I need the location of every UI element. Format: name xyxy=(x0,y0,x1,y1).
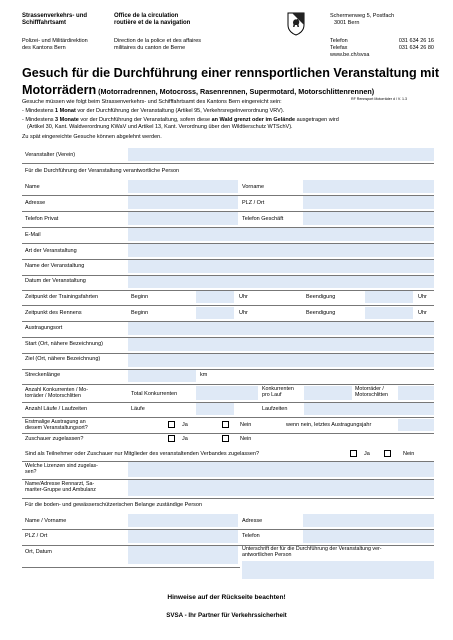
event-name-input[interactable] xyxy=(128,260,434,273)
competitors-per-run-input[interactable] xyxy=(304,386,352,400)
label-place-date: Ort, Datum xyxy=(25,549,52,555)
label-training-end: Beendigung xyxy=(306,294,336,300)
label-members-only: Sind als Teilnehmer oder Zuschauer nur Mitglieder des veranstaltenden Verbandes zugelassen? xyxy=(25,451,260,457)
label-organizer: Veranstalter (Verein) xyxy=(25,152,76,158)
members-only-yes-checkbox[interactable] xyxy=(350,450,357,457)
label-email: E-Mail xyxy=(25,232,41,238)
rescue-input[interactable] xyxy=(128,480,434,496)
footer-tagline: SVSA - Ihr Partner für Verkehrssicherheit xyxy=(166,612,287,619)
label-race-begin: Beginn xyxy=(131,310,149,316)
label-name: Name xyxy=(25,184,40,190)
track-length-input[interactable] xyxy=(128,370,196,382)
label-venue: Austragungsort xyxy=(25,325,63,331)
env-plz-input[interactable] xyxy=(128,530,238,543)
late-notice: Zu spät eingereichte Gesuche können abgelehnt werden. xyxy=(22,134,162,140)
label-training-end-time: Uhr xyxy=(418,294,427,300)
label-race-period: Zeitpunkt des Rennens xyxy=(25,310,82,316)
label-plz: PLZ / Ort xyxy=(242,200,265,206)
label-run-times: Laufzeiten xyxy=(262,406,288,412)
organizer-input[interactable] xyxy=(128,148,434,161)
finish-input[interactable] xyxy=(128,354,434,367)
first-time-no-checkbox[interactable] xyxy=(222,421,229,428)
event-date-input[interactable] xyxy=(128,276,434,288)
env-phone-input[interactable] xyxy=(303,530,434,543)
label-race-begin-time: Uhr xyxy=(239,310,248,316)
label-training-begin-time: Uhr xyxy=(239,294,248,300)
env-name-input[interactable] xyxy=(128,514,238,527)
spectators-no-checkbox[interactable] xyxy=(222,435,229,442)
label-bikes: Motorräder / Motorschlitten xyxy=(355,386,388,399)
label-event-date: Datum der Veranstaltung xyxy=(25,278,86,284)
label-event-type: Art der Veranstaltung xyxy=(25,248,77,254)
directorate-de: Polizei- und Militärdirektion des Kantons Bern xyxy=(22,38,88,51)
event-type-input[interactable] xyxy=(128,244,434,257)
label-competitors: Anzahl Konkurrenten / Mo- torräder / Motorschlitten xyxy=(25,387,89,400)
venue-input[interactable] xyxy=(128,322,434,335)
office-address: Schermenweg 5, Postfach 3001 Bern xyxy=(330,13,395,26)
directorate-fr: Direction de la police et des affaires militaires du canton de Berne xyxy=(114,38,202,51)
place-date-input[interactable] xyxy=(128,546,238,564)
label-spectators-yes: Ja xyxy=(182,436,188,442)
spectators-yes-checkbox[interactable] xyxy=(168,435,175,442)
label-finish: Ziel (Ort, nähere Bezeichnung) xyxy=(25,356,101,362)
label-members-only-yes: Ja xyxy=(364,451,370,457)
label-phone-business: Telefon Geschäft xyxy=(242,216,284,222)
label-race-end: Beendigung xyxy=(306,310,336,316)
run-times-input[interactable] xyxy=(304,403,434,415)
race-end-input[interactable] xyxy=(365,307,413,319)
website-link[interactable]: www.be.ch/svsa xyxy=(330,52,370,58)
label-training-begin: Beginn xyxy=(131,294,149,300)
bern-coat-of-arms-icon xyxy=(287,12,305,36)
members-only-no-checkbox[interactable] xyxy=(384,450,391,457)
contact-block: Telefon 031 634 26 16 Telefax 031 634 26 80 www.be.ch/svsa xyxy=(330,38,434,58)
label-members-only-no: Nein xyxy=(403,451,415,457)
label-start: Start (Ort, nähere Bezeichnung) xyxy=(25,341,103,347)
address-input[interactable] xyxy=(128,196,238,209)
email-input[interactable] xyxy=(128,228,434,241)
label-phone-private: Telefon Privat xyxy=(25,216,59,222)
training-begin-input[interactable] xyxy=(196,291,234,303)
label-env-name: Name / Vorname xyxy=(25,518,67,524)
form-title: Gesuch für die Durchführung einer rennsportlichen Veranstaltung mit xyxy=(22,66,440,80)
phone-private-input[interactable] xyxy=(128,212,238,225)
label-event-name: Name der Veranstaltung xyxy=(25,263,85,269)
total-competitors-input[interactable] xyxy=(196,386,258,400)
deadline-bullet-1: - Mindestens 1 Monat vor der Durchführung der Veranstaltung (Artikel 95, Verkehrsregelnverordnung VRV). xyxy=(22,108,285,114)
intro-text: Gesuche müssen wie folgt beim Strassenverkehrs- und Schifffahrtsamt des Kantons Bern eingereicht sein: xyxy=(22,99,282,105)
label-address: Adresse xyxy=(25,200,46,206)
deadline-bullet-2-cont: (Artikel 30, Kant. Waldverordnung KWaV und Artikel 13, Kant. Verordnung über den Wildtierschutz WTSchV). xyxy=(27,124,293,130)
form-subtitle: Motorrädern (Motorradrennen, Motocross, Rasenrennen, Supermotard, Motorschlittenrennen) xyxy=(22,83,375,97)
label-licenses: Welche Lizenzen sind zugelas- sen? xyxy=(25,463,98,476)
first-time-yes-checkbox[interactable] xyxy=(168,421,175,428)
start-input[interactable] xyxy=(128,338,434,351)
signature-input[interactable] xyxy=(242,561,434,579)
label-km: km xyxy=(200,372,208,378)
label-first-time-no: Nein xyxy=(240,422,252,428)
label-race-end-time: Uhr xyxy=(418,310,427,316)
label-first-time-yes: Ja xyxy=(182,422,188,428)
plz-input[interactable] xyxy=(303,196,434,209)
race-begin-input[interactable] xyxy=(196,307,234,319)
deadline-bullet-2: - Mindestens 3 Monate vor der Durchführung der Veranstaltung, sofern diese an Wald grenzt oder im Gelände ausgetragen wird xyxy=(22,117,339,123)
runs-input[interactable] xyxy=(196,403,234,415)
label-runs: Anzahl Läufe / Laufzeiten xyxy=(25,406,88,412)
agency-name-fr: Office de la circulation routière et de la navigation xyxy=(114,13,191,26)
label-first-time: Erstmalige Austragung an diesem Veranstaltungsort? xyxy=(25,419,88,432)
label-env-phone: Telefon xyxy=(242,533,260,539)
label-signature: Unterschrift der für die Durchführung der Veranstaltung ver- antwortlichen Person xyxy=(242,546,382,559)
label-total-competitors: Total Konkurrenten xyxy=(131,391,178,397)
label-env-person: Für die boden- und gewässerschützerischen Belange zuständige Person xyxy=(25,502,203,508)
name-input[interactable] xyxy=(128,180,238,193)
agency-name-de: Strassenverkehrs- und Schifffahrtsamt xyxy=(22,13,88,26)
licenses-input[interactable] xyxy=(128,462,434,477)
label-spectators-no: Nein xyxy=(240,436,252,442)
previous-year-input[interactable] xyxy=(398,419,434,431)
bikes-input[interactable] xyxy=(398,386,434,400)
label-env-address: Adresse xyxy=(242,518,263,524)
label-track-length: Streckenlänge xyxy=(25,372,61,378)
label-rescue: Name/Adresse Rennarzt, Sa- mariter-Gruppe und Ambulanz xyxy=(25,481,96,494)
label-spectators: Zuschauer zugelassen? xyxy=(25,436,84,442)
label-training-period: Zeitpunkt der Trainingsfahrten xyxy=(25,294,99,300)
label-competitors-per-run: Konkurrenten pro Lauf xyxy=(262,386,294,399)
phone-business-input[interactable] xyxy=(303,212,434,225)
label-previous-year: wenn nein, letztes Austragungsjahr xyxy=(286,422,372,428)
label-firstname: Vorname xyxy=(242,184,265,190)
form-code: RF Rennsport Motorräder d / V. 1.3 xyxy=(351,97,407,101)
back-page-note: Hinweise auf der Rückseite beachten! xyxy=(167,594,286,601)
training-end-input[interactable] xyxy=(365,291,413,303)
label-env-plz: PLZ / Ort xyxy=(25,533,48,539)
label-responsible-person: Für die Durchführung der Veranstaltung verantwortliche Person xyxy=(25,168,180,174)
env-address-input[interactable] xyxy=(303,514,434,527)
firstname-input[interactable] xyxy=(303,180,434,193)
label-runs-count: Läufe xyxy=(131,406,145,412)
